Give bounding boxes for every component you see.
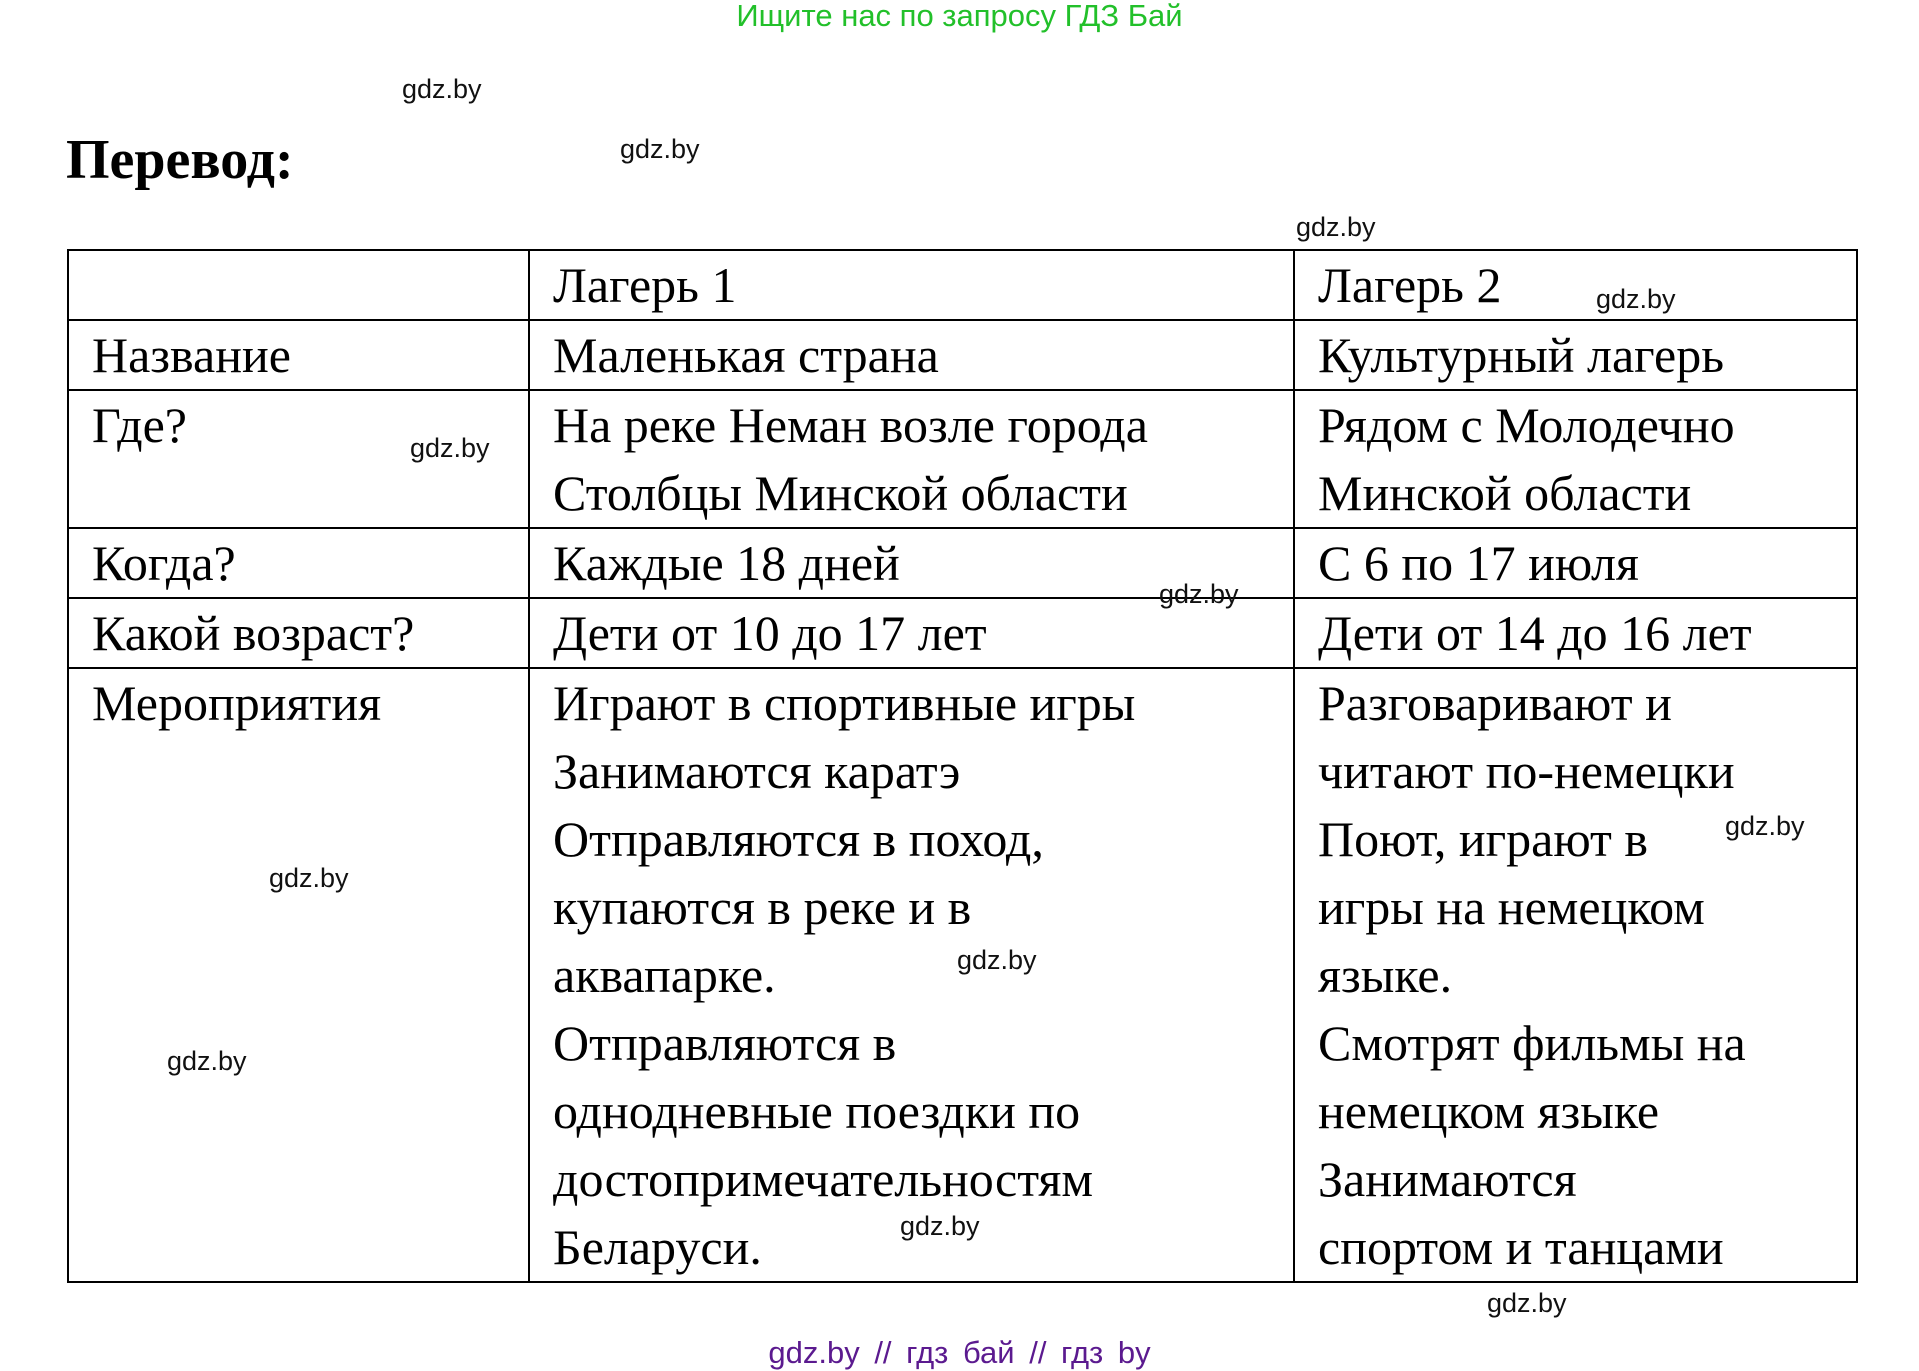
watermark: gdz.by [402,74,482,104]
cell-line: читают по-немецки [1318,743,1735,799]
cell-line: На реке Неман возле города [553,397,1148,453]
table-row [68,320,1857,390]
camp2-cell [1294,320,1857,390]
cell-line: Когда? [92,535,236,591]
cell-line: Занимаются [1318,1151,1577,1207]
cell-line: Дети от 14 до 16 лет [1318,605,1752,661]
cell-line: Дети от 10 до 17 лет [553,605,987,661]
cell-line: Каждые 18 дней [553,535,900,591]
cell-line: купаются в реке и в [553,879,972,935]
cell-line: С 6 по 17 июля [1318,535,1639,591]
cell-line: спортом и танцами [1318,1219,1724,1275]
watermark: gdz.by [1296,212,1376,242]
cell-line: Столбцы Минской области [553,465,1128,521]
cell-line: достопримечательностям [553,1151,1094,1207]
footer-links: gdz.by // гдз бай // гдз by [768,1335,1151,1370]
cell-line: Отправляются в [553,1015,897,1071]
watermark: gdz.by [167,1046,247,1076]
camp1-cell [529,390,1294,528]
watermark: gdz.by [1725,811,1805,841]
table-row [68,390,1857,528]
camp1-cell [529,668,1294,1282]
cell-line: аквапарке. [553,947,776,1003]
cell-line: Разговаривают и [1318,675,1672,731]
watermark: gdz.by [620,134,700,164]
cell-line: Отправляются в поход, [553,811,1044,867]
cell-line: игры на немецком [1318,879,1705,935]
cell-line: Название [92,327,291,383]
search-banner: Ищите нас по запросу ГДЗ Бай [736,0,1183,33]
watermark: gdz.by [410,433,490,463]
cell-line: Беларуси. [553,1219,762,1275]
cell-line: Рядом с Молодечно [1318,397,1735,453]
watermark: gdz.by [900,1211,980,1241]
cell-line: Мероприятия [92,675,382,731]
cell-line: Маленькая страна [553,327,939,383]
cell-line: Минской области [1318,465,1692,521]
cell-line: однодневные поездки по [553,1083,1081,1139]
camp2-cell [1294,390,1857,528]
camp2-cell [1294,528,1857,598]
header-cell-camp2: Лагерь 2 [1294,250,1857,320]
watermark: gdz.by [269,863,349,893]
header-cell-camp1: Лагерь 1 [529,250,1294,320]
watermark: gdz.by [1596,284,1676,314]
cell-line: Поют, играют в [1318,811,1649,867]
row-label-cell [68,598,529,668]
table-header-row [68,250,1857,320]
cell-line: Где? [92,397,187,453]
camps-table [67,249,1858,1283]
camp2-cell [1294,598,1857,668]
cell-line: Какой возраст? [92,605,415,661]
cell-line: немецком языке [1318,1083,1660,1139]
page-title: Перевод: [66,129,294,191]
cell-line: языке. [1318,947,1453,1003]
row-label-cell [68,528,529,598]
watermark: gdz.by [957,945,1037,975]
row-label-cell [68,668,529,1282]
cell-line: Смотрят фильмы на [1318,1015,1746,1071]
cell-line: Культурный лагерь [1318,327,1725,383]
watermark: gdz.by [1159,579,1239,609]
camp2-cell [1294,668,1857,1282]
cell-line: Играют в спортивные игры [553,675,1136,731]
row-label-cell [68,320,529,390]
table-row [68,528,1857,598]
watermark: gdz.by [1487,1288,1567,1318]
header-cell-empty [68,250,529,320]
camp1-cell [529,320,1294,390]
table-row [68,598,1857,668]
cell-line: Занимаются каратэ [553,743,961,799]
